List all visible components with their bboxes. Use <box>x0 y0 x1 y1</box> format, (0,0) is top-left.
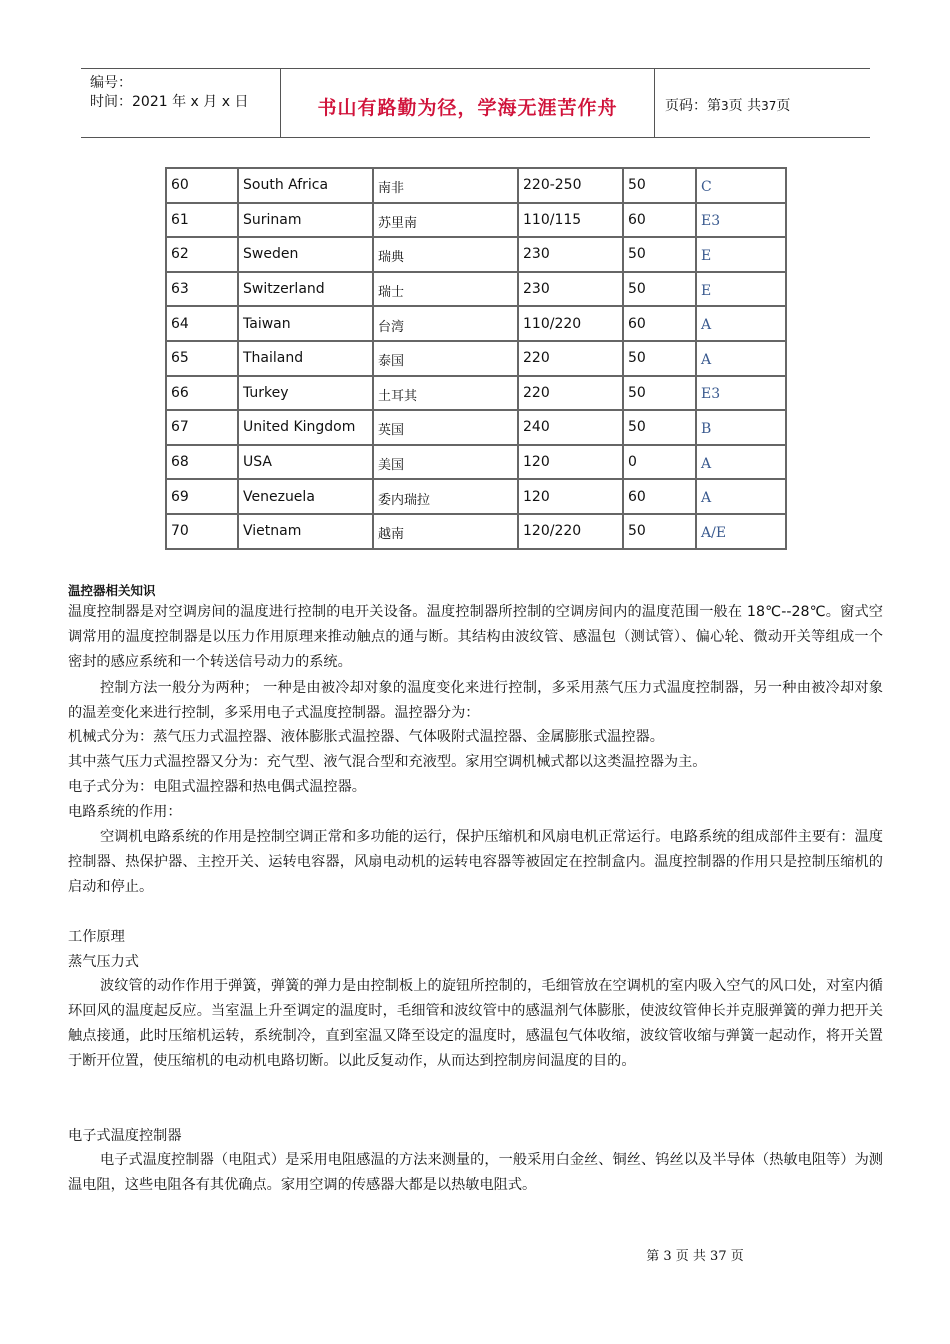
line-electronic-types: 电子式分为：电阻式温控器和热电偶式温控器。 <box>68 779 366 795</box>
table-row <box>166 410 786 445</box>
table-row <box>166 445 786 480</box>
page-suffix: 页 <box>776 98 791 114</box>
cell-plug-type: E <box>696 272 786 307</box>
cell-row-index: 70 <box>166 514 238 549</box>
cell-country-name-en: Surinam <box>238 203 373 238</box>
page-mid: 页 共 <box>728 98 762 114</box>
table-row <box>166 479 786 514</box>
cell-country-name-en: Thailand <box>238 341 373 376</box>
cell-row-index: 65 <box>166 341 238 376</box>
cell-frequency: 60 <box>623 203 696 238</box>
cell-plug-type: A <box>696 306 786 341</box>
page-prefix: 页码：第 <box>665 98 721 114</box>
line-mechanical-types: 机械式分为：蒸气压力式温控器、液体膨胀式温控器、气体吸附式温控器、金属膨胀式温控器。 <box>68 729 664 745</box>
heading-vapor-pressure: 蒸气压力式 <box>68 954 139 970</box>
paragraph-vapor-pressure: 波纹管的动作作用于弹簧，弹簧的弹力是由控制板上的旋钮所控制的，毛细管放在空调机的室内吸入空气的风口处，对室内循环回风的温度起反应。当室温上升至调定的温度时，毛细管和波纹管中的感温剂气体膨胀，使波纹管伸长并克服弹簧的弹力把开关触点接通，此时压缩机运转，系统制冷，直到室温又降至设定的温度时，感温包气体收缩，波纹管收缩与弹簧一起动作，将开关置于断开位置，使压缩机的电动机电路切断。以此反复动作，从而达到控制房间温度的目的。 <box>68 978 883 1069</box>
table-row <box>166 168 786 203</box>
section-title: 温控器相关知识 <box>68 583 156 598</box>
cell-row-index: 68 <box>166 445 238 480</box>
cell-voltage: 120 <box>518 445 623 480</box>
cell-row-index: 69 <box>166 479 238 514</box>
header-meta-cell <box>81 69 281 137</box>
cell-country-name-cn: 瑞典 <box>373 237 518 272</box>
cell-frequency: 50 <box>623 168 696 203</box>
document-date: 时间：2021 年 x 月 x 日 <box>90 94 249 110</box>
paragraph-intro: 温度控制器是对空调房间的温度进行控制的电开关设备。温度控制器所控制的空调房间内的温度范围一般在 18℃--28℃。窗式空调常用的温度控制器是以压力作用原理来推动触点的通与断。其结构由波纹管、感温包（测试管）、偏心轮、微动开关等组成一个密封的感应系统和一个转送信号动力的系统。 <box>68 604 883 670</box>
cell-plug-type: B <box>696 410 786 445</box>
cell-plug-type: A <box>696 479 786 514</box>
cell-voltage: 230 <box>518 272 623 307</box>
table-row <box>166 514 786 549</box>
header-motto-cell <box>281 69 655 137</box>
cell-row-index: 64 <box>166 306 238 341</box>
cell-frequency: 0 <box>623 445 696 480</box>
cell-row-index: 63 <box>166 272 238 307</box>
cell-row-index: 62 <box>166 237 238 272</box>
page-header <box>81 68 870 138</box>
cell-voltage: 240 <box>518 410 623 445</box>
table-row <box>166 341 786 376</box>
cell-frequency: 50 <box>623 272 696 307</box>
table-row <box>166 237 786 272</box>
document-number-label: 编号： <box>90 75 132 91</box>
line-vapor-subtypes: 其中蒸气压力式温控器又分为：充气型、液气混合型和充液型。家用空调机械式都以这类温控器为主。 <box>68 754 707 770</box>
cell-country-name-en: Sweden <box>238 237 373 272</box>
heading-working-principle: 工作原理 <box>68 929 125 945</box>
cell-country-name-cn: 委内瑞拉 <box>373 479 518 514</box>
header-page-cell <box>655 69 870 137</box>
cell-plug-type: A <box>696 445 786 480</box>
cell-country-name-cn: 越南 <box>373 514 518 549</box>
cell-country-name-cn: 南非 <box>373 168 518 203</box>
cell-voltage: 220-250 <box>518 168 623 203</box>
cell-frequency: 50 <box>623 341 696 376</box>
cell-voltage: 120 <box>518 479 623 514</box>
cell-voltage: 220 <box>518 341 623 376</box>
cell-plug-type: C <box>696 168 786 203</box>
cell-country-name-cn: 英国 <box>373 410 518 445</box>
paragraph-electronic-controller: 电子式温度控制器（电阻式）是采用电阻感温的方法来测量的，一般采用白金丝、铜丝、钨丝以及半导体（热敏电阻等）为测温电阻，这些电阻各有其优确点。家用空调的传感器大都是以热敏电阻式。 <box>68 1152 883 1193</box>
cell-country-name-en: Switzerland <box>238 272 373 307</box>
cell-country-name-cn: 美国 <box>373 445 518 480</box>
cell-voltage: 110/115 <box>518 203 623 238</box>
table-row <box>166 376 786 411</box>
cell-frequency: 50 <box>623 514 696 549</box>
cell-plug-type: E3 <box>696 203 786 238</box>
cell-frequency: 50 <box>623 237 696 272</box>
cell-row-index: 66 <box>166 376 238 411</box>
cell-frequency: 60 <box>623 306 696 341</box>
cell-plug-type: A <box>696 341 786 376</box>
cell-row-index: 60 <box>166 168 238 203</box>
header-page-number <box>665 95 790 115</box>
cell-country-name-en: Venezuela <box>238 479 373 514</box>
page-current: 3 <box>721 99 729 113</box>
table-row <box>166 306 786 341</box>
cell-country-name-en: United Kingdom <box>238 410 373 445</box>
cell-voltage: 220 <box>518 376 623 411</box>
paragraph-control-methods: 控制方法一般分为两种； 一种是由被冷却对象的温度变化来进行控制，多采用蒸气压力式温度控制器，另一种由被冷却对象的温差变化来进行控制，多采用电子式温度控制器。温控器分为： <box>68 680 883 721</box>
header-motto: 书山有路勤为径，学海无涯苦作舟 <box>317 97 618 119</box>
cell-plug-type: A/E <box>696 514 786 549</box>
cell-row-index: 61 <box>166 203 238 238</box>
country-voltage-table <box>165 167 787 550</box>
cell-country-name-en: Taiwan <box>238 306 373 341</box>
table-row <box>166 203 786 238</box>
cell-country-name-en: USA <box>238 445 373 480</box>
cell-voltage: 120/220 <box>518 514 623 549</box>
cell-frequency: 50 <box>623 410 696 445</box>
cell-plug-type: E3 <box>696 376 786 411</box>
cell-voltage: 230 <box>518 237 623 272</box>
line-circuit-heading: 电路系统的作用： <box>68 804 182 820</box>
cell-country-name-cn: 土耳其 <box>373 376 518 411</box>
cell-country-name-en: South Africa <box>238 168 373 203</box>
page-footer: 第 3 页 共 37 页 <box>646 1249 744 1264</box>
cell-frequency: 60 <box>623 479 696 514</box>
cell-country-name-en: Vietnam <box>238 514 373 549</box>
paragraph-circuit-system: 空调机电路系统的作用是控制空调正常和多功能的运行，保护压缩机和风扇电机正常运行。电路系统的组成部件主要有：温度控制器、热保护器、主控开关、运转电容器，风扇电动机的运转电容器等被固定在控制盒内。温度控制器的作用只是控制压缩机的启动和停止。 <box>68 829 883 895</box>
cell-country-name-cn: 苏里南 <box>373 203 518 238</box>
cell-country-name-cn: 台湾 <box>373 306 518 341</box>
cell-country-name-cn: 泰国 <box>373 341 518 376</box>
cell-frequency: 50 <box>623 376 696 411</box>
cell-country-name-en: Turkey <box>238 376 373 411</box>
page-total: 37 <box>761 99 777 113</box>
cell-country-name-cn: 瑞士 <box>373 272 518 307</box>
cell-plug-type: E <box>696 237 786 272</box>
heading-electronic-controller: 电子式温度控制器 <box>68 1128 182 1144</box>
cell-row-index: 67 <box>166 410 238 445</box>
cell-voltage: 110/220 <box>518 306 623 341</box>
table-row <box>166 272 786 307</box>
